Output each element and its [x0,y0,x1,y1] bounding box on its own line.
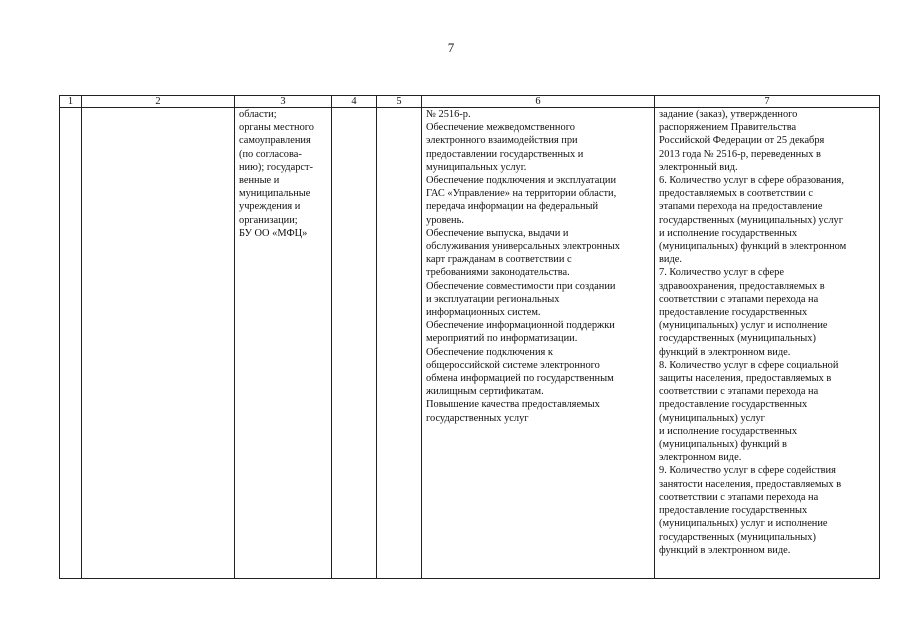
cell-text-line: БУ ОО «МФЦ» [239,227,308,239]
cell-text-line: 9. Количество услуг в сфере содействия [659,465,836,477]
cell-text-line: электронном виде. [659,452,742,464]
table-header-row [60,96,880,108]
column-header-3: 3 [235,96,332,108]
column-header-6: 6 [422,96,655,108]
page-number: 7 [447,40,455,55]
cell-text-line: общероссийской системе электронного [426,359,600,371]
cell-text-line: уровень. [426,214,464,226]
cell-text-line: (по согласова- [239,148,302,160]
column-header-4: 4 [332,96,377,108]
cell-text-line: передача информации на федеральный [426,201,599,213]
cell-text-line: предоставлении государственных и [426,148,584,160]
cell-text-line: (муниципальных) услуг и исполнение [659,320,828,332]
cell-text-line: и исполнение государственных [659,425,798,437]
cell-text-line: учреждения и [239,201,301,213]
cell-text-line: 8. Количество услуг в сфере социальной [659,359,839,371]
cell-text-line: электронного взаимодействия при [426,135,578,147]
cell-text-line: Обеспечение выпуска, выдачи и [426,227,569,239]
column-header-5: 5 [377,96,422,108]
cell-text-line: мероприятий по информатизации. [426,333,578,345]
cell-text-line: этапами перехода на предоставление [659,201,823,213]
cell-text-line: и исполнение государственных [659,227,798,239]
column-header-1: 1 [60,96,82,108]
cell-text-line: функций в электронном виде. [659,346,791,358]
cell-text-line: обслуживания универсальных электронных [426,241,620,253]
cell-col-1 [60,108,82,579]
cell-text-line: муниципальных услуг. [426,161,527,173]
cell-text-line: государственных услуг [426,412,529,424]
cell-text-line: предоставление государственных [659,399,808,411]
cell-text-line: муниципальные [239,188,311,200]
cell-text-line: виде. [659,254,682,266]
cell-text-line: и эксплуатации региональных [426,293,560,305]
cell-text-line: электронный вид. [659,161,738,173]
document-table [59,95,880,579]
cell-text-line: (муниципальных) функций в [659,439,787,451]
cell-text-line: распоряжением Правительства [659,122,797,134]
cell-text-line: защиты населения, предоставляемых в [659,373,832,385]
cell-text-line: информационных систем. [426,307,541,319]
cell-text-line: занятости населения, предоставляемых в [659,478,842,490]
cell-text-line: государственных (муниципальных) [659,333,816,345]
cell-text-line: нию); государст- [239,161,314,173]
cell-text-line: предоставление государственных [659,505,808,517]
cell-text-line: ГАС «Управление» на территории области, [426,188,617,200]
cell-col-4 [332,108,377,579]
cell-text-line: Российской Федерации от 25 декабря [659,135,825,147]
cell-text-line: (муниципальных) услуг [659,412,765,424]
cell-text-line: предоставляемых в соответствии с [659,188,813,200]
cell-text-line: жилищным сертификатам. [426,386,544,398]
cell-text-line: карт гражданам в соответствии с [426,254,572,266]
cell-text-line: области; [239,109,277,120]
cell-text-line: здравоохранения, предоставляемых в [659,280,825,292]
cell-text-line: обмена информацией по государственным [426,373,614,385]
cell-text-line: венные и [239,175,280,187]
cell-text-line: государственных (муниципальных) [659,531,816,543]
cell-text-line: № 2516-р. [426,109,471,120]
cell-text-line: 6. Количество услуг в сфере образования, [659,175,844,187]
cell-text-line: задание (заказ), утвержденного [659,109,798,120]
cell-text-line: соответствии с этапами перехода на [659,293,819,305]
cell-text-line: органы местного [239,122,314,134]
cell-col-2 [82,108,235,579]
cell-col-6 [422,108,655,579]
cell-text-line: (муниципальных) функций в электронном [659,241,847,253]
cell-text-line: Обеспечение подключения к [426,346,553,358]
column-header-2: 2 [82,96,235,108]
cell-text-line: Обеспечение информационной поддержки [426,320,615,332]
cell-text-line: функций в электронном виде. [659,544,791,556]
cell-col-5 [377,108,422,579]
cell-text-line: соответствии с этапами перехода на [659,386,819,398]
cell-col-3 [235,108,332,579]
table-row [60,108,880,579]
cell-text-line: государственных (муниципальных) услуг [659,214,843,226]
cell-text-line: (муниципальных) услуг и исполнение [659,518,828,530]
cell-text-line: самоуправления [239,135,311,147]
cell-col-7 [655,108,880,579]
cell-text-line: предоставление государственных [659,307,808,319]
column-header-7: 7 [655,96,880,108]
cell-text-line: Обеспечение межведомственного [426,122,575,134]
cell-text-line: организации; [239,214,298,226]
cell-text-line: требованиями законодательства. [426,267,570,279]
cell-text-line: Обеспечение совместимости при создании [426,280,616,292]
cell-text-line: 2013 года № 2516-р, переведенных в [659,148,821,160]
cell-text-line: соответствии с этапами перехода на [659,491,819,503]
cell-text-line: 7. Количество услуг в сфере [659,267,784,279]
cell-text-line: Обеспечение подключения и эксплуатации [426,175,617,187]
cell-text-line: Повышение качества предоставляемых [426,399,600,411]
